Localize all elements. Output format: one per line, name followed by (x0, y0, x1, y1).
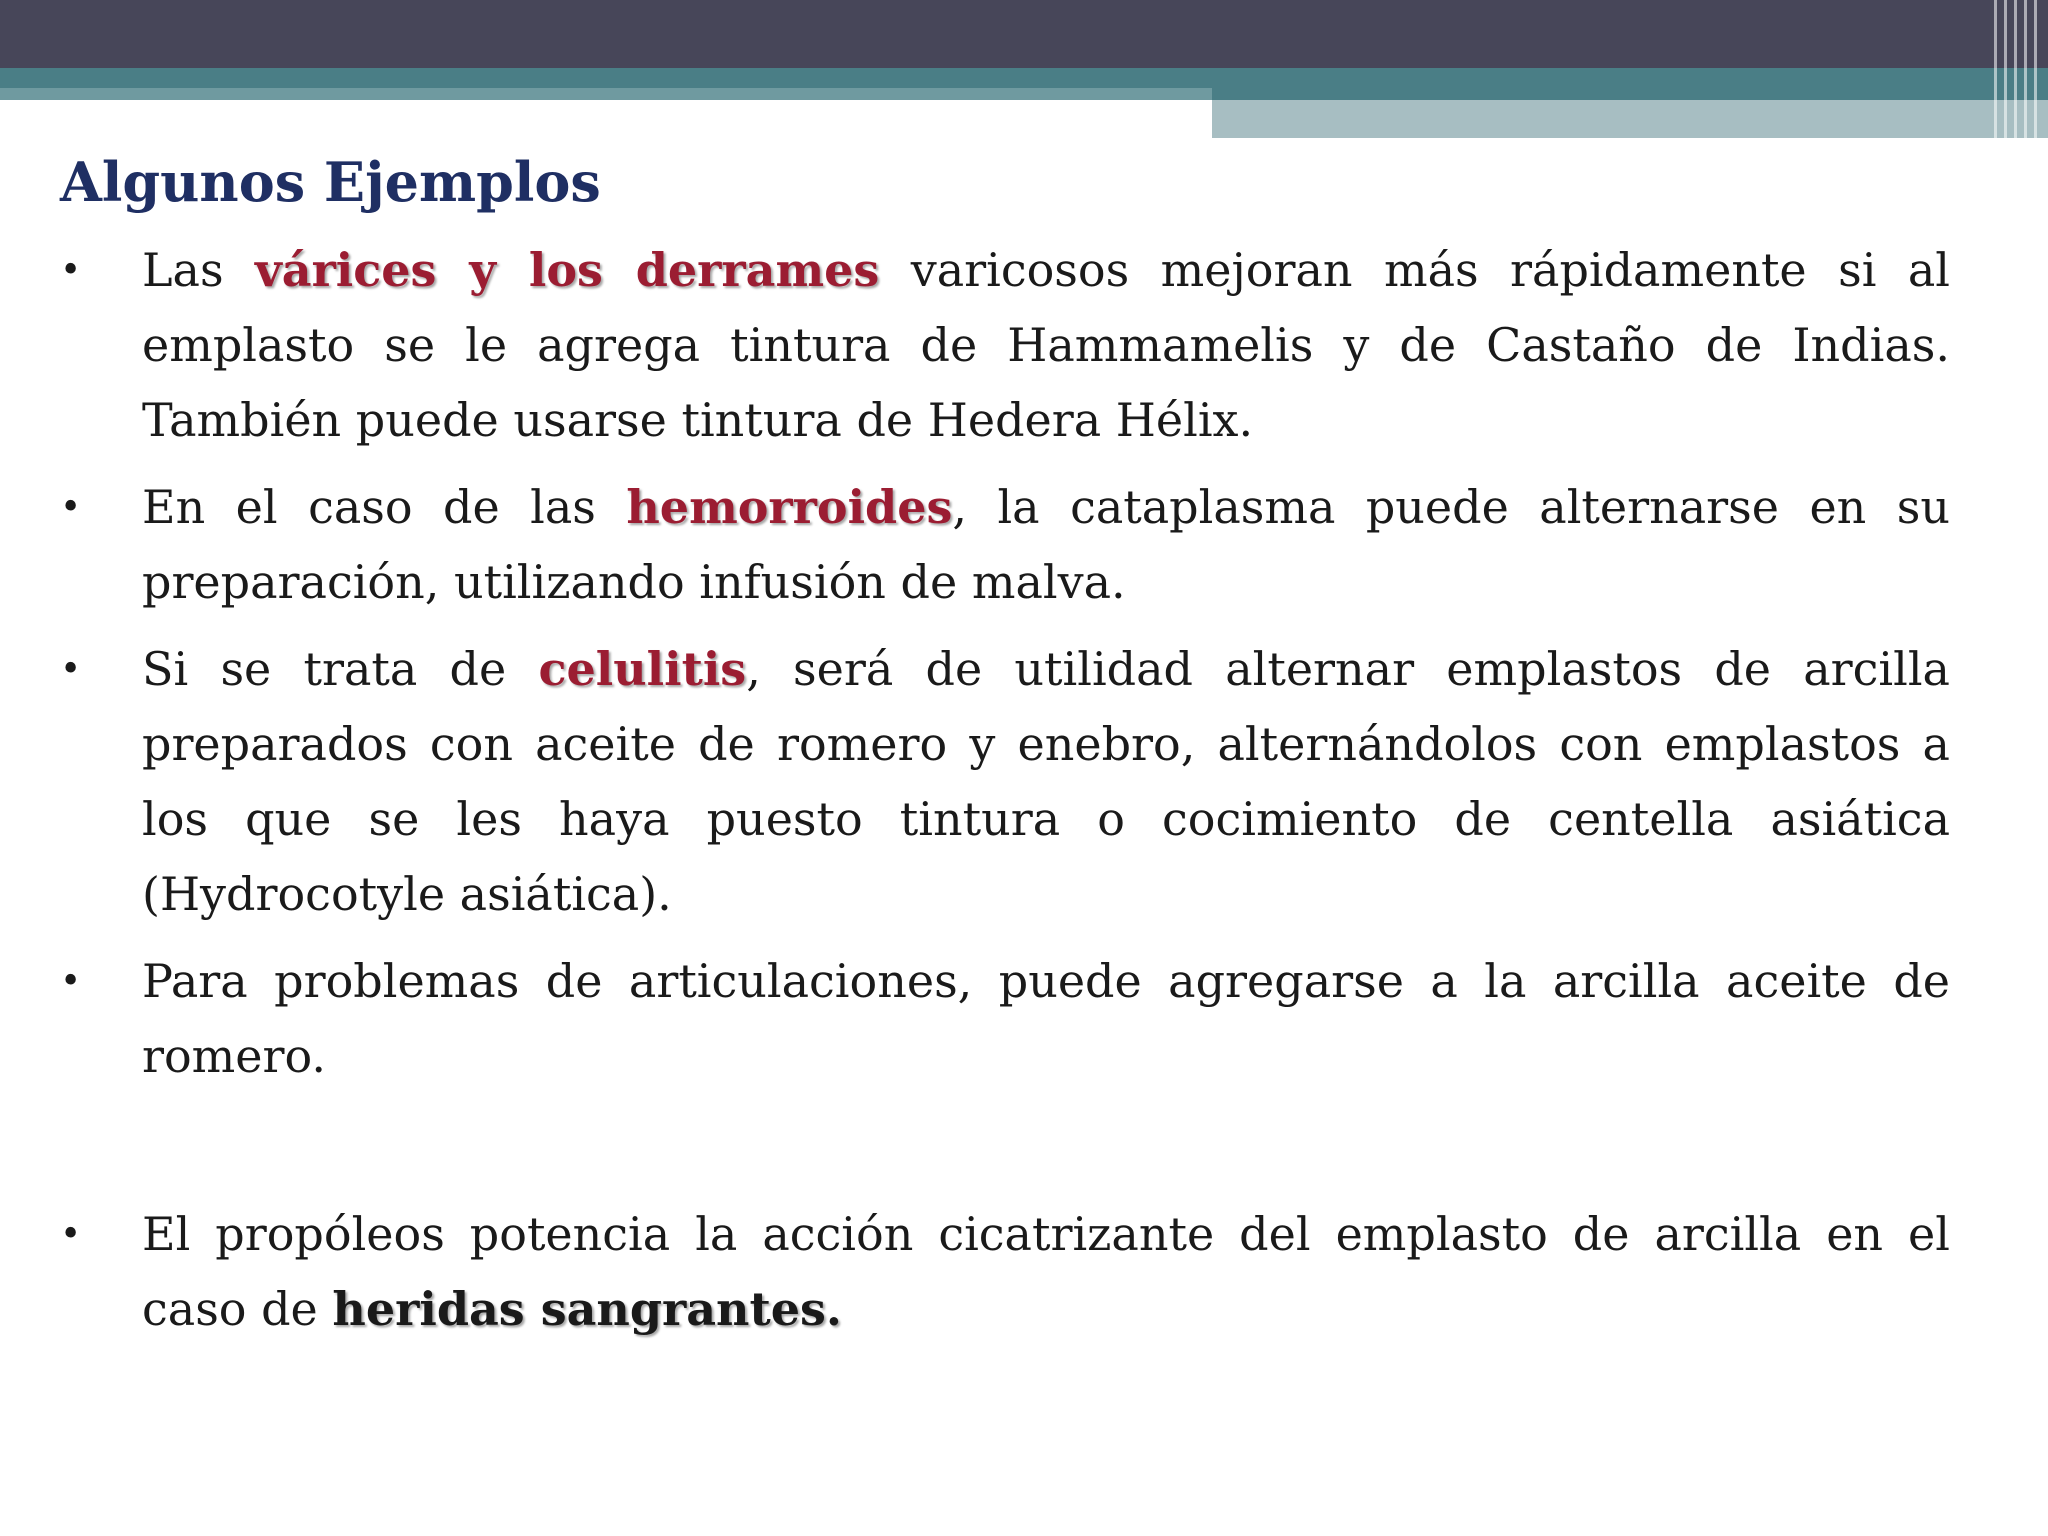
header-band-teal-accent (0, 88, 1212, 100)
bullet-icon: • (60, 961, 82, 1002)
bullet-text-after: , la cataplasma puede alternarse en su preparación, utilizando infusión de malva. (142, 480, 1950, 609)
bullet-propoleos (60, 1197, 1950, 1347)
bullet-text-before: Las (142, 243, 256, 297)
highlight-heridas: heridas sangrantes. (332, 1282, 842, 1336)
bullet-celulitis (60, 632, 1950, 932)
bullet-text-before: Si se trata de (142, 642, 539, 696)
bullet-list (60, 233, 1950, 1359)
bullet-text-before: El propóleos potencia la acción cicatrizante del emplasto de arcilla en el caso de (142, 1207, 1950, 1336)
bullet-icon: • (60, 649, 82, 690)
slide-title: Algunos Ejemplos (60, 150, 601, 214)
header-band-dark (0, 0, 2048, 68)
bullet-hemorroides (60, 470, 1950, 620)
bullet-varices (60, 233, 1950, 458)
bullet-text-after: varicosos mejoran más rápidamente si al emplasto se le agrega tintura de Hammamelis y de Castaño de Indias. También puede usarse tintura de Hedera Hélix. (142, 243, 1951, 447)
bullet-icon: • (60, 250, 82, 291)
highlight-varices: várices y los derrames (255, 243, 880, 297)
bullet-articulaciones (60, 944, 1950, 1094)
bullet-icon: • (60, 1214, 82, 1255)
highlight-celulitis: celulitis (538, 642, 747, 696)
bullet-text: Para problemas de articulaciones, puede agregarse a la arcilla aceite de romero. (142, 954, 1950, 1083)
header-band-light (1212, 100, 2048, 138)
bullet-icon: • (60, 487, 82, 528)
header-edge-stripes (1988, 0, 2048, 138)
highlight-hemorroides: hemorroides (626, 480, 953, 534)
bullet-text-after: , será de utilidad alternar emplastos de arcilla preparados con aceite de romero y enebro, alternándolos con emplastos a los que se les haya puesto tintura o cocimiento de centella asiática (Hydrocotyle asiática). (142, 642, 1950, 921)
bullet-text-before: En el caso de las (142, 480, 627, 534)
